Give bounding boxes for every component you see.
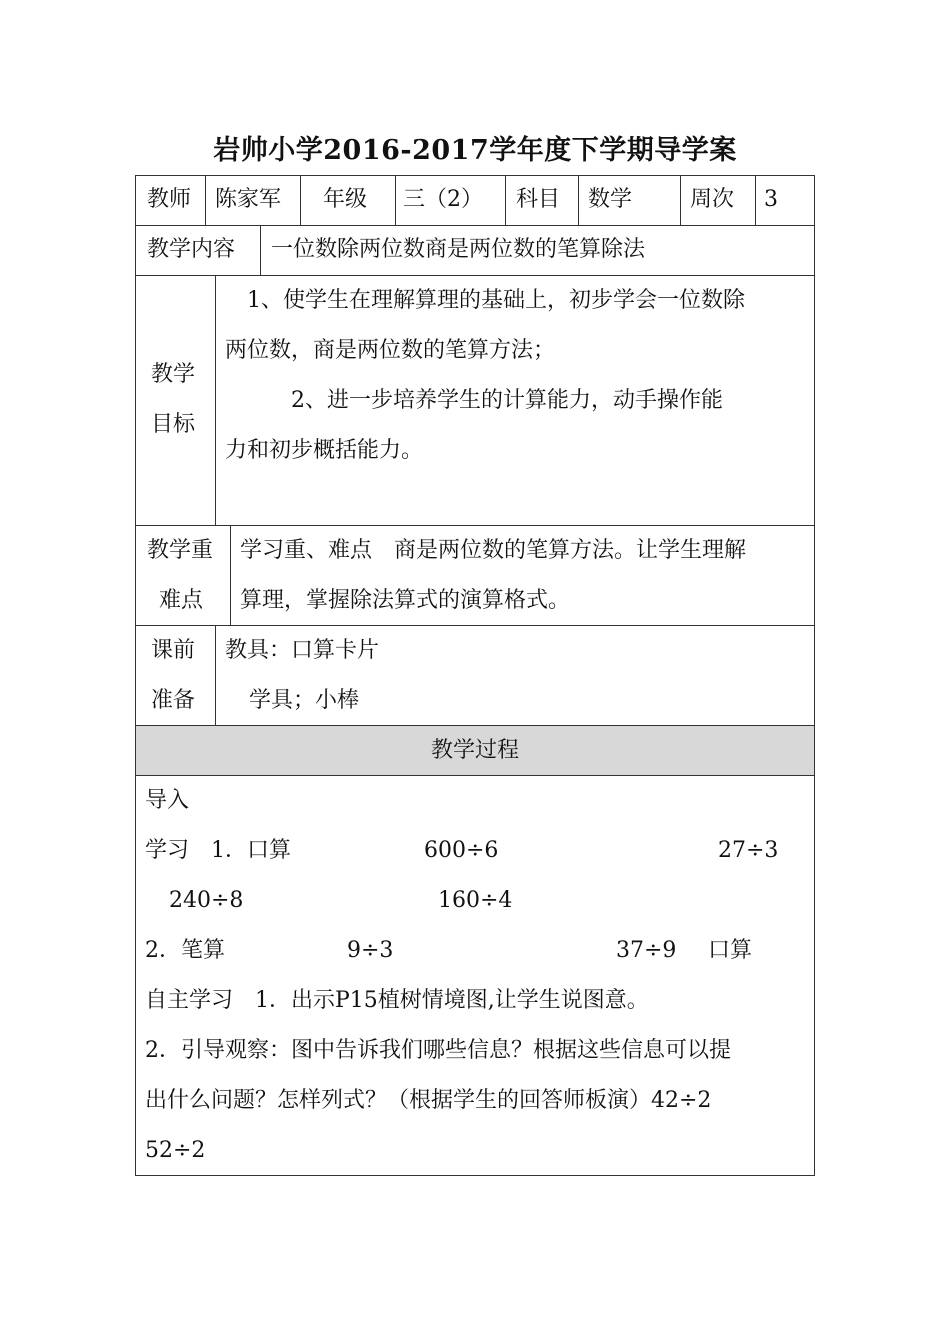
calc-item: 600÷6	[424, 838, 499, 863]
process-guide-line1: 2．引导观察：图中告诉我们哪些信息？根据这些信息可以提	[145, 1038, 731, 1063]
col-divider	[300, 175, 301, 225]
col-divider	[395, 175, 396, 225]
week-value: 3	[764, 187, 778, 212]
process-header: 教学过程	[430, 738, 519, 763]
goals-label-line2: 目标	[151, 412, 196, 437]
col-divider	[755, 175, 756, 225]
subject-value: 数学	[588, 187, 633, 212]
prep-label-line1: 课前	[151, 638, 196, 663]
goals-line2: 两位数，商是两位数的笔算方法；	[225, 338, 556, 363]
teacher-label: 教师	[147, 187, 192, 212]
col-divider	[215, 625, 216, 725]
lesson-plan-table	[135, 175, 815, 1176]
process-study-label: 学习 1．口算	[145, 838, 291, 863]
process-guide-line3: 52÷2	[145, 1138, 206, 1163]
process-written-label: 2．笔算	[145, 938, 225, 963]
subject-label: 科目	[516, 187, 561, 212]
keypoints-label-line1: 教学重	[147, 538, 214, 563]
calc-item: 240÷8	[169, 888, 244, 913]
goals-line1: 1、使学生在理解算理的基础上，初步学会一位数除	[225, 288, 745, 313]
calc-item: 37÷9	[616, 938, 677, 963]
col-divider	[505, 175, 506, 225]
goals-line3: 2、进一步培养学生的计算能力，动手操作能	[225, 388, 723, 413]
calc-item: 27÷3	[718, 838, 779, 863]
content-label: 教学内容	[147, 237, 236, 262]
keypoints-label-line2: 难点	[159, 588, 204, 613]
process-oral-label: 口算	[708, 938, 753, 963]
goals-line4: 力和初步概括能力。	[225, 438, 424, 463]
week-label: 周次	[690, 187, 735, 212]
col-divider	[680, 175, 681, 225]
prep-line2: 学具；小棒	[249, 688, 360, 713]
teacher-value: 陈家军	[215, 187, 282, 212]
col-divider	[578, 175, 579, 225]
prep-label-line2: 准备	[151, 688, 196, 713]
keypoints-line1: 学习重、难点 商是两位数的笔算方法。让学生理解	[240, 538, 747, 563]
grade-label: 年级	[323, 187, 368, 212]
process-intro: 导入	[145, 788, 190, 813]
col-divider	[215, 275, 216, 525]
prep-line1: 教具：口算卡片	[225, 638, 380, 663]
col-divider	[260, 225, 261, 275]
calc-item: 160÷4	[438, 888, 513, 913]
col-divider	[230, 525, 231, 625]
process-self-study: 自主学习 1．出示P15植树情境图,让学生说图意。	[145, 988, 649, 1013]
grade-value: 三（2）	[403, 187, 483, 212]
keypoints-line2: 算理，掌握除法算式的演算格式。	[240, 588, 571, 613]
goals-label-line1: 教学	[151, 362, 196, 387]
col-divider	[205, 175, 206, 225]
process-guide-line2: 出什么问题？怎样列式？（根据学生的回答师板演）42÷2	[145, 1088, 712, 1113]
content-value: 一位数除两位数商是两位数的笔算除法	[271, 237, 646, 262]
document-title: 岩帅小学2016-2017学年度下学期导学案	[213, 135, 737, 166]
calc-item: 9÷3	[347, 938, 394, 963]
